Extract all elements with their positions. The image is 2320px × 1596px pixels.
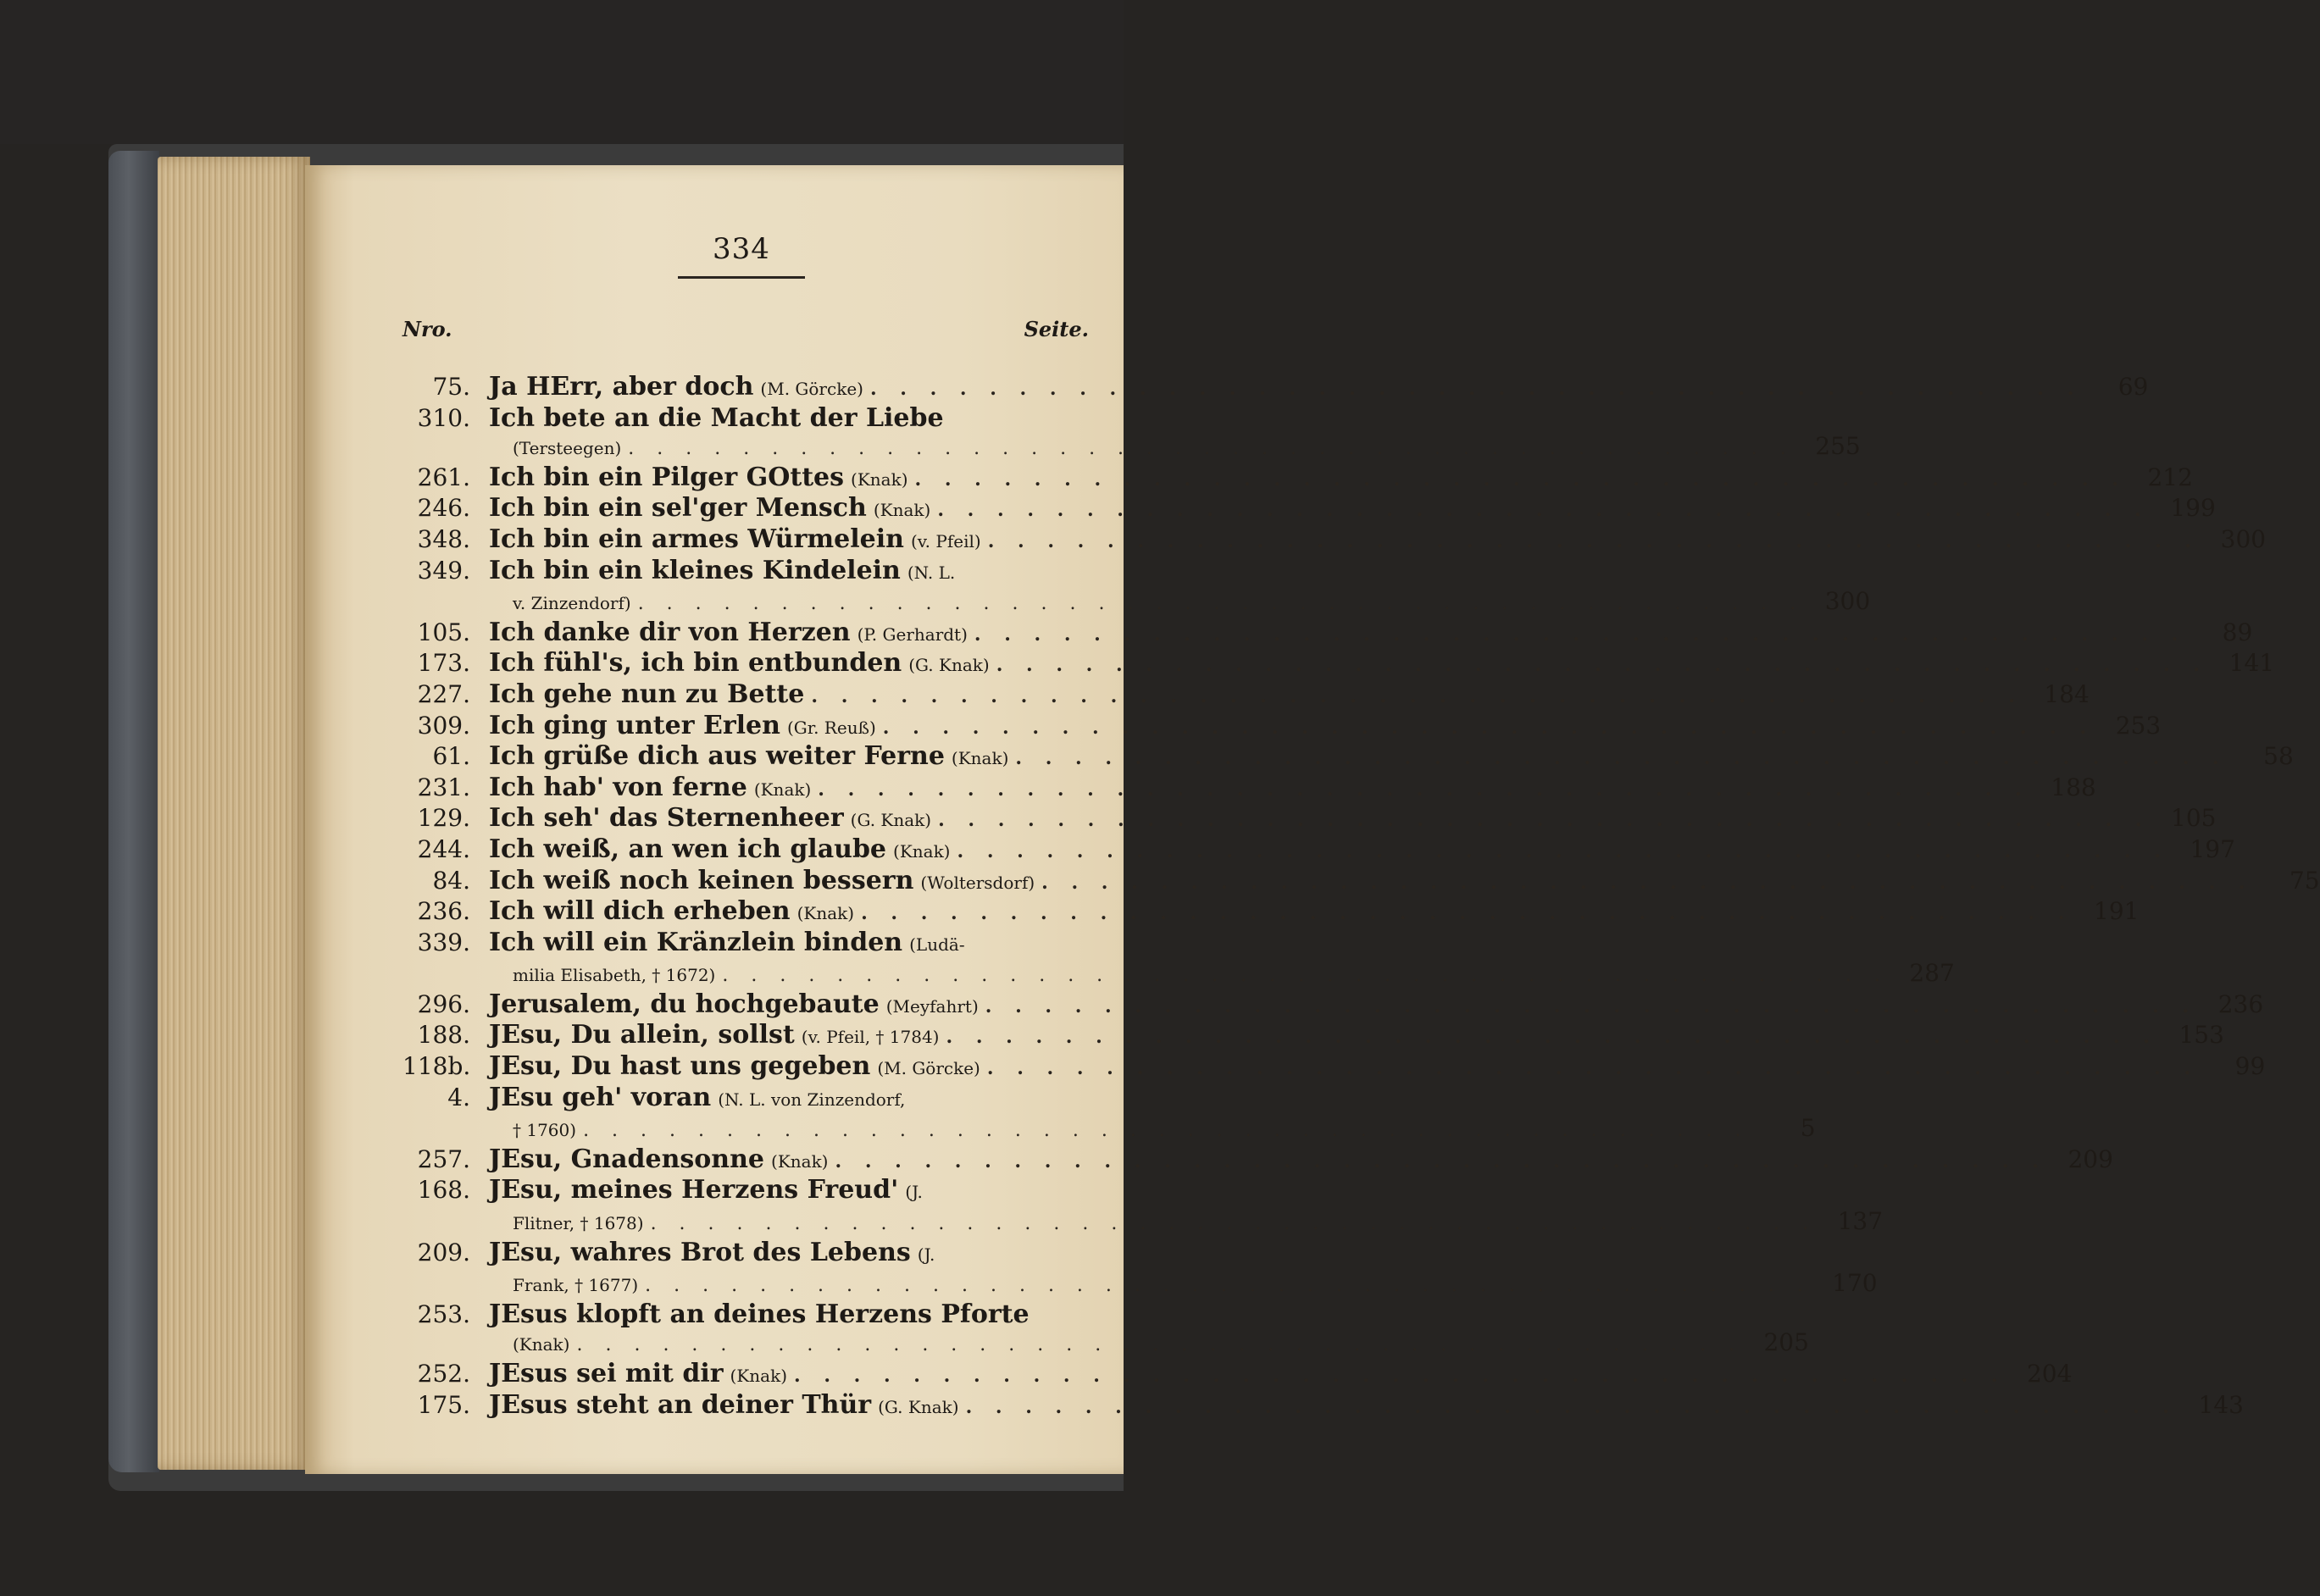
leader-dots	[966, 1394, 2178, 1422]
entry-author: (N. L.	[907, 562, 956, 583]
entry-author-continued: Frank, † 1677)	[513, 1275, 639, 1296]
entry-author-continued: Flitner, † 1678)	[513, 1213, 644, 1234]
entry-title: JEsu, Du hast uns gegeben	[489, 1051, 871, 1082]
entry-title: Ich bin ein sel'ger Mensch	[489, 493, 867, 524]
entry-author: (Knak)	[951, 748, 1009, 769]
leader-dots	[937, 496, 2149, 525]
page-edges	[158, 157, 310, 1470]
entry-title: Ich hab' von ferne	[489, 772, 747, 802]
leader-dots	[957, 838, 2169, 867]
entry-author-continued: (Tersteegen)	[513, 438, 622, 459]
entry-page: 69	[2117, 373, 2149, 401]
entry-author: (M. Görcke)	[877, 1058, 980, 1079]
leader-dots	[1041, 869, 2253, 898]
leader-dots	[883, 714, 2095, 743]
leader-dots	[870, 375, 2082, 404]
entry-page: 253	[2115, 711, 2162, 740]
leader-dots	[861, 900, 2073, 928]
entry-first-line	[489, 835, 2235, 867]
entry-number: 348.	[417, 524, 470, 553]
entry-author: (N. L. von Zinzendorf,	[718, 1089, 906, 1110]
index-entry	[402, 679, 2090, 712]
entry-title: JEsu, wahres Brot des Lebens	[489, 1237, 911, 1267]
entry-text	[489, 463, 2193, 495]
entry-first-line	[489, 1391, 2244, 1422]
entry-text	[489, 404, 1861, 463]
entry-page: 58	[2263, 742, 2294, 771]
entry-author-continued: milia Elisabeth, † 1672)	[513, 965, 716, 986]
book-cover	[108, 151, 159, 1472]
entry-first-line	[489, 649, 2274, 680]
column-header-page: Seite.	[1024, 317, 1089, 341]
entry-author-continued: v. Zinzendorf)	[513, 593, 631, 614]
entry-text	[489, 928, 1955, 990]
entry-number: 4.	[447, 1083, 470, 1111]
entry-page: 204	[2026, 1360, 2073, 1388]
entry-title: JEsus klopft an deines Herzens Pforte	[489, 1299, 1030, 1329]
entry-number: 296.	[417, 989, 470, 1018]
entry-number: 173.	[417, 649, 470, 678]
entry-number: 244.	[417, 834, 470, 863]
entry-page: 209	[2067, 1144, 2113, 1173]
entry-title: JEsu, meines Herzens Freud'	[489, 1175, 899, 1205]
entry-title: Jerusalem, du hochgebaute	[489, 989, 880, 1019]
entry-title: Ich ging unter Erlen	[489, 710, 780, 740]
entry-first-line	[489, 1083, 1816, 1115]
entry-author: (Knak)	[873, 500, 931, 521]
entry-first-line	[489, 1145, 2113, 1177]
leader-dots	[946, 1023, 2158, 1052]
index-entry	[402, 1299, 1809, 1360]
index-entry	[402, 927, 1955, 990]
index-entry	[402, 524, 2267, 557]
entry-title: Ich danke dir von Herzen	[489, 617, 851, 647]
page-number-rule	[678, 276, 805, 279]
index-entry	[402, 865, 2320, 898]
entry-text	[489, 990, 2263, 1022]
entry-author: (Knak)	[796, 903, 855, 924]
entry-number: 118b.	[402, 1052, 471, 1081]
index-entry	[402, 617, 2253, 650]
entry-first-line	[489, 804, 2217, 835]
entry-page: 236	[2217, 989, 2264, 1018]
entry-number: 175.	[417, 1390, 470, 1419]
entry-number: 227.	[417, 679, 470, 708]
index-entry	[402, 1175, 1884, 1238]
entry-author: (Knak)	[730, 1366, 788, 1386]
entry-title: Ich grüße dich aus weiter Ferne	[489, 741, 945, 772]
entry-first-line	[489, 404, 1861, 433]
entry-title: Ich bin ein kleines Kindelein	[489, 555, 901, 585]
leader-dots	[996, 651, 2208, 680]
leader-dots	[628, 435, 1794, 463]
entry-author: (Gr. Reuß)	[786, 717, 876, 738]
entry-title: JEsu, Du allein, sollst	[489, 1020, 795, 1050]
index-entry	[402, 989, 2264, 1022]
entry-title: JEsus sei mit dir	[489, 1359, 724, 1388]
entry-second-line	[489, 1328, 1809, 1360]
entry-title: JEsus steht an deiner Thür	[489, 1389, 872, 1420]
leader-dots	[985, 993, 2197, 1022]
entry-first-line	[489, 557, 1870, 588]
entry-text	[489, 1300, 1809, 1360]
entry-author: (G. Knak)	[908, 655, 990, 676]
leader-dots	[988, 528, 2200, 557]
entry-page: 197	[2190, 834, 2235, 863]
entry-second-line	[489, 587, 1870, 618]
entry-text	[489, 835, 2235, 867]
entry-title: JEsu geh' voran	[489, 1082, 712, 1112]
entry-number: 236.	[417, 897, 470, 926]
entry-text	[489, 649, 2274, 680]
entry-author: (v. Pfeil, † 1784)	[801, 1027, 940, 1048]
entry-first-line	[489, 1052, 2265, 1083]
entry-number: 339.	[417, 928, 470, 956]
entry-text	[489, 1391, 2244, 1422]
entry-second-line	[489, 959, 1955, 990]
entry-page: 89	[2222, 618, 2253, 646]
entry-text	[489, 680, 2090, 712]
index-entry	[402, 741, 2294, 773]
leader-dots	[938, 806, 2150, 835]
entry-title: Ich bin ein Pilger GOttes	[489, 462, 845, 492]
entry-number: 129.	[417, 804, 470, 833]
entry-first-line	[489, 618, 2252, 650]
entry-title: Ja HErr, aber doch	[489, 372, 754, 402]
entry-author-continued: (Knak)	[513, 1334, 570, 1355]
entry-text	[489, 742, 2294, 773]
entry-title: Ich fühl's, ich bin entbunden	[489, 648, 902, 679]
entry-first-line	[489, 525, 2266, 557]
entry-number: 209.	[417, 1238, 470, 1266]
entry-text	[489, 1083, 1816, 1145]
leader-dots	[987, 1055, 2199, 1083]
entry-first-line	[489, 928, 1955, 960]
index-entry	[402, 1020, 2224, 1052]
entry-number: 168.	[417, 1176, 470, 1205]
entry-number: 261.	[417, 463, 470, 491]
entry-text	[489, 1176, 1883, 1238]
index-entry	[402, 1051, 2266, 1083]
entry-author: (Meyfahrt)	[885, 995, 979, 1017]
entry-author: (Knak)	[753, 779, 812, 800]
leader-dots	[638, 590, 1804, 618]
entry-first-line	[489, 712, 2161, 743]
index-entry	[402, 462, 2193, 495]
entry-title: Ich bin ein armes Würmelein	[489, 524, 904, 554]
entry-page: 141	[2228, 649, 2275, 678]
entry-number: 231.	[417, 773, 470, 801]
entry-number: 75.	[432, 373, 470, 401]
entry-number: 257.	[417, 1144, 470, 1173]
entry-title: Ich will ein Kränzlein binden	[489, 927, 903, 957]
index-entry	[402, 1359, 2073, 1391]
entry-page: 199	[2170, 494, 2216, 523]
entry-first-line	[489, 742, 2294, 773]
leader-dots	[818, 776, 2029, 805]
entry-title: Ich weiß, an wen ich glaube	[489, 834, 887, 864]
entry-first-line	[489, 1176, 1883, 1207]
entry-number: 188.	[417, 1021, 470, 1050]
leader-dots	[811, 683, 2023, 712]
entry-text	[489, 1021, 2224, 1052]
entry-author: (J.	[905, 1182, 923, 1203]
entry-title: Ich gehe nun zu Bette	[489, 679, 805, 709]
entry-author: (Woltersdorf)	[920, 872, 1035, 893]
entry-text	[489, 867, 2320, 898]
index-entries	[402, 372, 2320, 1421]
entry-author: (Ludä-	[909, 934, 965, 955]
entry-text	[489, 897, 2139, 928]
index-entry	[402, 493, 2216, 525]
background	[0, 0, 1124, 144]
index-entry	[402, 1144, 2113, 1177]
entry-number: 105.	[417, 618, 470, 646]
index-entry	[402, 896, 2140, 928]
entry-author: (G. Knak)	[878, 1396, 959, 1417]
entry-text	[489, 525, 2266, 557]
entry-second-line	[489, 1207, 1883, 1239]
index-entry	[402, 1082, 1816, 1145]
entry-page: 153	[2178, 1021, 2224, 1050]
entry-author: (J.	[917, 1244, 935, 1265]
entry-author: (G. Knak)	[850, 810, 932, 831]
entry-page: 5	[1800, 1114, 1816, 1143]
index-entry	[402, 834, 2235, 867]
entry-second-line	[489, 1269, 1878, 1300]
entry-first-line	[489, 1360, 2072, 1391]
entry-author: (P. Gerhardt)	[857, 623, 968, 645]
entry-number: 309.	[417, 711, 470, 740]
entry-page: 143	[2198, 1390, 2244, 1419]
leader-dots	[722, 961, 1888, 990]
entry-title: Ich weiß noch keinen bessern	[489, 865, 914, 895]
entry-author-continued: † 1760)	[513, 1120, 577, 1141]
leader-dots	[645, 1272, 1811, 1300]
entry-number: 252.	[417, 1360, 470, 1388]
index-entry	[402, 1237, 1878, 1300]
entry-first-line	[489, 463, 2193, 495]
entry-first-line	[489, 680, 2090, 712]
leader-dots	[835, 1148, 2047, 1177]
entry-number: 253.	[417, 1300, 470, 1328]
entry-text	[489, 618, 2252, 650]
index-entry	[402, 772, 2096, 805]
page-number: 334	[713, 232, 770, 266]
entry-page: 300	[2220, 524, 2267, 553]
entry-text	[489, 557, 1870, 618]
leader-dots	[583, 1117, 1749, 1145]
entry-text	[489, 804, 2217, 835]
entry-page: 170	[1832, 1269, 1878, 1298]
entry-first-line	[489, 494, 2216, 525]
entry-text	[489, 1145, 2113, 1177]
entry-title: JEsu, Gnadensonne	[489, 1144, 765, 1174]
entry-page: 287	[1909, 959, 1955, 988]
entry-page: 184	[2044, 679, 2090, 708]
entry-page: 300	[1824, 587, 1871, 616]
entry-page: 205	[1763, 1328, 1809, 1357]
index-entry	[402, 372, 2149, 404]
entry-page: 75	[2289, 866, 2320, 895]
entry-title: Ich bete an die Macht der Liebe	[489, 402, 944, 433]
entry-first-line	[489, 1021, 2224, 1052]
entry-author: (M. Görcke)	[760, 379, 863, 399]
entry-first-line	[489, 373, 2148, 404]
entry-page: 188	[2051, 773, 2096, 801]
entry-first-line	[489, 897, 2139, 928]
entry-second-line	[489, 1114, 1816, 1145]
index-entry	[402, 803, 2217, 835]
leader-dots	[1015, 745, 2227, 773]
entry-first-line	[489, 773, 2096, 805]
entry-author: (Knak)	[771, 1150, 829, 1172]
entry-first-line	[489, 990, 2263, 1022]
entry-text	[489, 1360, 2072, 1391]
entry-text	[489, 494, 2216, 525]
entry-number: 246.	[417, 494, 470, 523]
index-entry	[402, 648, 2275, 680]
index-entry	[402, 1389, 2244, 1422]
entry-text	[489, 1239, 1878, 1300]
entry-page: 137	[1837, 1207, 1884, 1236]
entry-first-line	[489, 1300, 1809, 1329]
entry-page: 191	[2094, 897, 2140, 926]
entry-author: (v. Pfeil)	[910, 530, 981, 551]
entry-text	[489, 712, 2161, 743]
entry-title: Ich seh' das Sternenheer	[489, 803, 844, 834]
entry-page: 105	[2171, 804, 2217, 833]
entry-number: 310.	[417, 403, 470, 432]
leader-dots	[915, 466, 2127, 495]
entry-second-line	[489, 432, 1861, 463]
leader-dots	[794, 1362, 2006, 1391]
entry-title: Ich will dich erheben	[489, 896, 791, 927]
leader-dots	[974, 621, 2186, 650]
entry-first-line	[489, 867, 2320, 898]
entry-number: 61.	[432, 742, 470, 771]
entry-text	[489, 773, 2096, 805]
entry-page: 212	[2147, 463, 2193, 491]
entry-page: 99	[2234, 1052, 2266, 1081]
entry-author: (Knak)	[893, 840, 951, 862]
leader-dots	[651, 1210, 1817, 1239]
entry-text	[489, 373, 2148, 404]
entry-number: 349.	[417, 556, 470, 585]
entry-number: 84.	[432, 866, 470, 895]
entry-page: 255	[1815, 432, 1861, 461]
entry-author: (Knak)	[851, 468, 908, 490]
index-entry	[402, 402, 1861, 463]
index-entry	[402, 710, 2162, 743]
entry-text	[489, 1052, 2265, 1083]
index-entry	[402, 555, 1871, 618]
entry-first-line	[489, 1239, 1878, 1270]
column-header-number: Nro.	[402, 317, 452, 341]
leader-dots	[576, 1331, 1742, 1360]
